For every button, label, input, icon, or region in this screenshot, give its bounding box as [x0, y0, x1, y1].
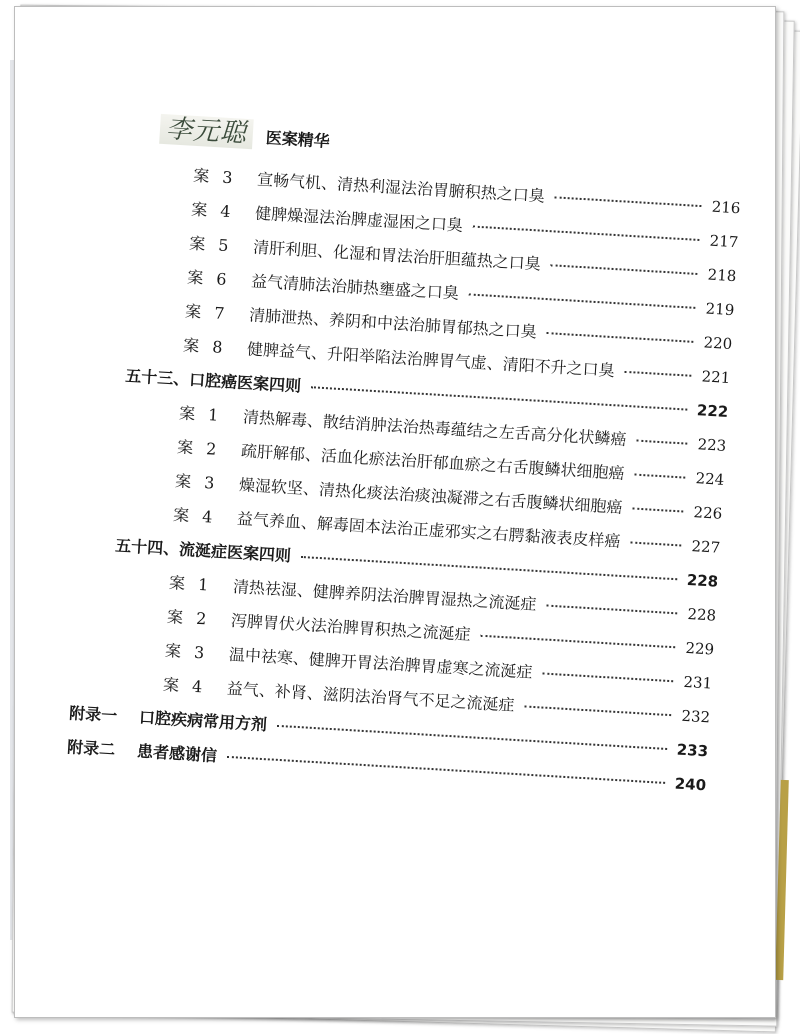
toc-entry-title: 清肺泄热、养阴和中法治肺胃郁热之口臭 — [248, 305, 538, 342]
toc-leader-dots — [634, 474, 685, 479]
toc-page — [14, 6, 776, 1018]
toc-entry-title: 口腔疾病常用方剂 — [138, 707, 268, 735]
toc-entry-title: 宣畅气机、清热利湿法治胃腑积热之口臭 — [256, 169, 546, 206]
toc-page-number: 231 — [682, 672, 713, 693]
toc-entry-label: 案 3 — [174, 471, 219, 493]
toc-entry-label: 案 7 — [184, 301, 230, 324]
toc-entry-label: 案 3 — [164, 641, 209, 663]
toc-page-number: 224 — [695, 469, 725, 489]
toc-leader-dots — [630, 541, 681, 546]
toc-entry-title: 健脾燥湿法治脾虚湿困之口臭 — [254, 203, 464, 235]
toc-page-number: 219 — [705, 299, 735, 320]
toc-leader-dots — [524, 705, 671, 716]
toc-page-number: 227 — [691, 537, 721, 557]
toc-entry-label: 案 5 — [188, 233, 234, 256]
toc-leader-dots — [632, 507, 683, 512]
toc-entry-title: 清肝利胆、化湿和胃法治肝胆蕴热之口臭 — [252, 237, 542, 274]
book-subtitle: 医案精华 — [265, 128, 331, 151]
toc-leader-dots — [473, 226, 700, 241]
toc-page-number: 226 — [693, 503, 723, 523]
toc-entry-label: 案 3 — [192, 165, 238, 188]
page-header — [159, 108, 331, 155]
table-of-contents — [66, 157, 741, 806]
toc-entry-title: 益气清肺法治肺热壅盛之口臭 — [250, 271, 460, 303]
page-content — [14, 7, 774, 1018]
toc-page-number: 217 — [709, 231, 739, 252]
toc-entry-title: 清热解毒、散结消肿法治热毒蕴结之左舌高分化状鳞癌 — [242, 407, 628, 450]
toc-entry-title: 清热祛湿、健脾养阴法治脾胃湿热之流涎症 — [232, 576, 538, 614]
toc-entry-title: 患者感谢信 — [136, 741, 218, 766]
toc-page-number: 221 — [701, 367, 731, 388]
toc-page-number: 220 — [703, 333, 733, 354]
toc-entry-label: 附录一 — [68, 703, 118, 726]
toc-leader-dots — [636, 440, 687, 445]
toc-page-number: 240 — [674, 774, 707, 795]
toc-leader-dots — [551, 264, 698, 275]
toc-entry-label: 案 1 — [178, 403, 223, 426]
toc-leader-dots — [542, 672, 673, 682]
toc-entry-label: 案 4 — [172, 505, 217, 527]
toc-page-number: 228 — [686, 570, 719, 591]
toc-entry-label: 案 1 — [168, 573, 213, 595]
toc-entry-title: 益气养血、解毒固本法治正虚邪实之右腭黏液表皮样癌 — [236, 509, 621, 551]
toc-leader-dots — [469, 293, 696, 308]
toc-entry-title: 泻脾胃伏火法治脾胃积热之流涎症 — [230, 610, 472, 645]
toc-entry-label: 案 6 — [186, 267, 232, 290]
toc-leader-dots — [546, 605, 677, 615]
toc-leader-dots — [624, 371, 691, 377]
author-logo: 李元聪 — [159, 114, 254, 149]
toc-page-number: 218 — [707, 265, 737, 286]
toc-entry-title: 益气、补肾、滋阴法治肾气不足之流涎症 — [226, 678, 516, 715]
toc-entry-label: 案 8 — [182, 335, 228, 358]
toc-page-number: 232 — [680, 706, 711, 727]
toc-entry-label: 案 4 — [190, 199, 236, 222]
toc-leader-dots — [547, 332, 694, 343]
toc-entry-title: 健脾益气、升阳举陷法治脾胃气虚、清阳不升之口臭 — [246, 339, 616, 381]
toc-page-number: 216 — [711, 197, 741, 218]
toc-page-number: 233 — [676, 740, 709, 761]
toc-entry-title: 燥湿软坚、清热化痰法治痰浊凝滞之右舌腹鳞状细胞癌 — [238, 475, 623, 517]
toc-entry-label: 案 2 — [176, 437, 221, 459]
toc-page-number: 228 — [687, 604, 717, 625]
toc-leader-dots — [480, 635, 675, 649]
toc-entry-label: 案 4 — [162, 674, 207, 697]
toc-page-number: 222 — [696, 401, 729, 421]
toc-entry-label: 案 2 — [166, 607, 211, 629]
toc-entry-label: 五十三、口腔癌医案四则 — [124, 366, 302, 396]
toc-entry-label: 附录二 — [66, 737, 116, 760]
toc-page-number: 223 — [697, 435, 727, 455]
toc-entry-title: 温中祛寒、健脾开胃法治脾胃虚寒之流涎症 — [228, 644, 534, 682]
toc-entry-label: 五十四、流涎症医案四则 — [114, 535, 292, 566]
toc-entry-title: 疏肝解郁、活血化瘀法治肝郁血瘀之右舌腹鳞状细胞癌 — [240, 441, 625, 483]
toc-page-number: 229 — [684, 638, 715, 659]
toc-leader-dots — [555, 196, 702, 207]
